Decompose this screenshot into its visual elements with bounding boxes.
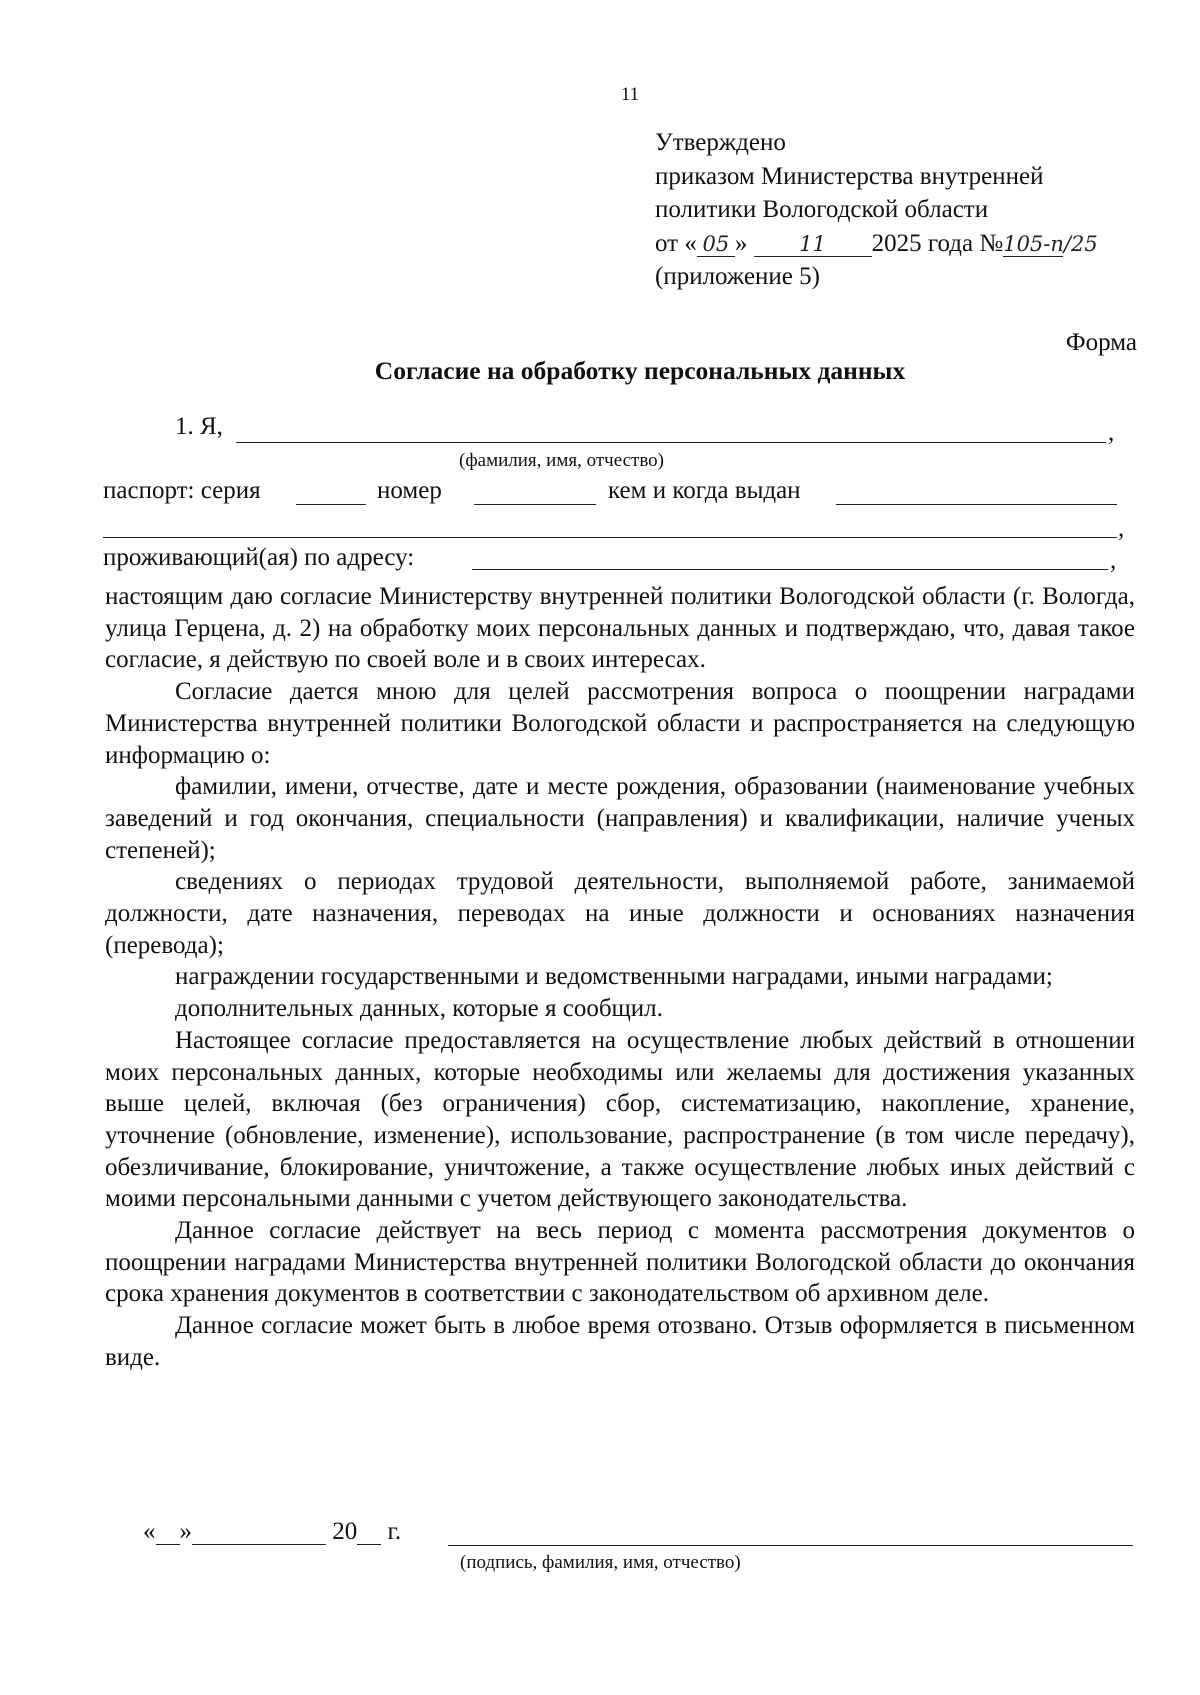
address-field[interactable] <box>472 569 1108 570</box>
handwritten-month: 11 <box>754 232 872 257</box>
comma: , <box>1108 419 1115 446</box>
approval-line-3: политики Вологодской области <box>655 196 989 223</box>
paragraph-awards-info: награждении государственными и ведомственными наградами, иными наградами; <box>175 963 1053 991</box>
consent-body <box>105 581 1135 1374</box>
year-suffix: г. <box>387 1518 402 1545</box>
approval-date-line <box>655 227 1098 261</box>
passport-series-field[interactable] <box>296 504 366 505</box>
handwritten-order-number: 105-п/25 <box>1003 231 1098 256</box>
signature-date-row <box>143 1518 401 1546</box>
issued-by-field[interactable] <box>836 504 1117 505</box>
form-label: Форма <box>1065 329 1137 356</box>
issued-by-label: кем и когда выдан <box>608 477 801 504</box>
passport-number-field[interactable] <box>474 504 596 505</box>
fio-field[interactable] <box>236 442 1106 443</box>
paragraph-additional-info: дополнительных данных, которые я сообщил. <box>175 995 663 1023</box>
address-label: проживающий(ая) по адресу: <box>103 544 415 571</box>
i-label: 1. Я, <box>175 413 223 440</box>
approval-appendix: (приложение 5) <box>655 263 820 290</box>
date-year: 2025 года № <box>871 229 1004 257</box>
document-title: Согласие на обработку персональных данных <box>374 356 906 385</box>
paragraph-personal-info: фамилии, имени, отчестве, дате и месте рождения, образовании (наименование учебных заведений и год окончания, специальности (направления) и квалификации, наличие ученых степеней); <box>105 773 1135 864</box>
open-quote: « <box>143 1518 156 1545</box>
signature-year-field[interactable] <box>357 1520 381 1545</box>
year-prefix: 20 <box>332 1518 358 1545</box>
date-prefix: от « <box>655 229 697 257</box>
paragraph-purpose: Согласие дается мною для целей рассмотрения вопроса о поощрении наградами Министерства внутренней политики Вологодской области и распространяется на следующую информацию о: <box>105 678 1135 769</box>
approval-line-2: приказом Министерства внутренней <box>655 162 1044 190</box>
fio-caption: (фамилия, имя, отчество) <box>459 450 665 471</box>
approval-block <box>655 126 1098 294</box>
close-quote: » <box>179 1518 192 1545</box>
page-number: 11 <box>620 84 640 105</box>
paragraph-consent-given: настоящим даю согласие Министерству внутренней политики Вологодской области (г. Вологда, улица Герцена, д. 2) на обработку моих персональных данных и подтверждаю, что, давая такое согласие, я действую по своей воле и в своих интересах. <box>105 583 1135 674</box>
signature-caption: (подпись, фамилия, имя, отчество) <box>460 1552 741 1573</box>
paragraph-processing-actions: Настоящее согласие предоставляется на осуществление любых действий в отношении моих персональных данных, которые необходимы или желаемы для достижения указанных выше целей, включая (без ограничения) сбор, систематизацию, накопление, хранение, уточнение (обновление, изменение), использование, распространение (в том числе передачу), обезличивание, блокирование, уничтожение, а также осуществление любых иных действий с моими персональными данными с учетом действующего законодательства. <box>105 1026 1135 1213</box>
signature-field[interactable] <box>448 1545 1133 1546</box>
handwritten-day: 05 <box>697 232 735 257</box>
signature-month-field[interactable] <box>192 1520 326 1545</box>
passport-series-label: паспорт: серия <box>103 477 261 504</box>
paragraph-employment-info: сведениях о периодах трудовой деятельности, выполняемой работе, занимаемой должности, дате назначения, переводах на иные должности и основаниях назначения (перевода); <box>105 868 1135 959</box>
date-mid: » <box>734 229 748 257</box>
comma: , <box>1110 547 1117 574</box>
paragraph-validity-period: Данное согласие действует на весь период с момента рассмотрения документов о поощрении наградами Министерства внутренней политики Вологодской области до окончания срока хранения документов в соответствии с законодательством об архивном деле. <box>105 1217 1135 1308</box>
approval-line-1: Утверждено <box>655 129 786 156</box>
comma: , <box>1118 515 1125 542</box>
passport-number-label: номер <box>377 477 442 504</box>
paragraph-revocation: Данное согласие может быть в любое время отозвано. Отзыв оформляется в письменном виде. <box>105 1312 1135 1371</box>
issued-by-continuation-field[interactable] <box>103 537 1117 538</box>
signature-day-field[interactable] <box>156 1520 180 1545</box>
